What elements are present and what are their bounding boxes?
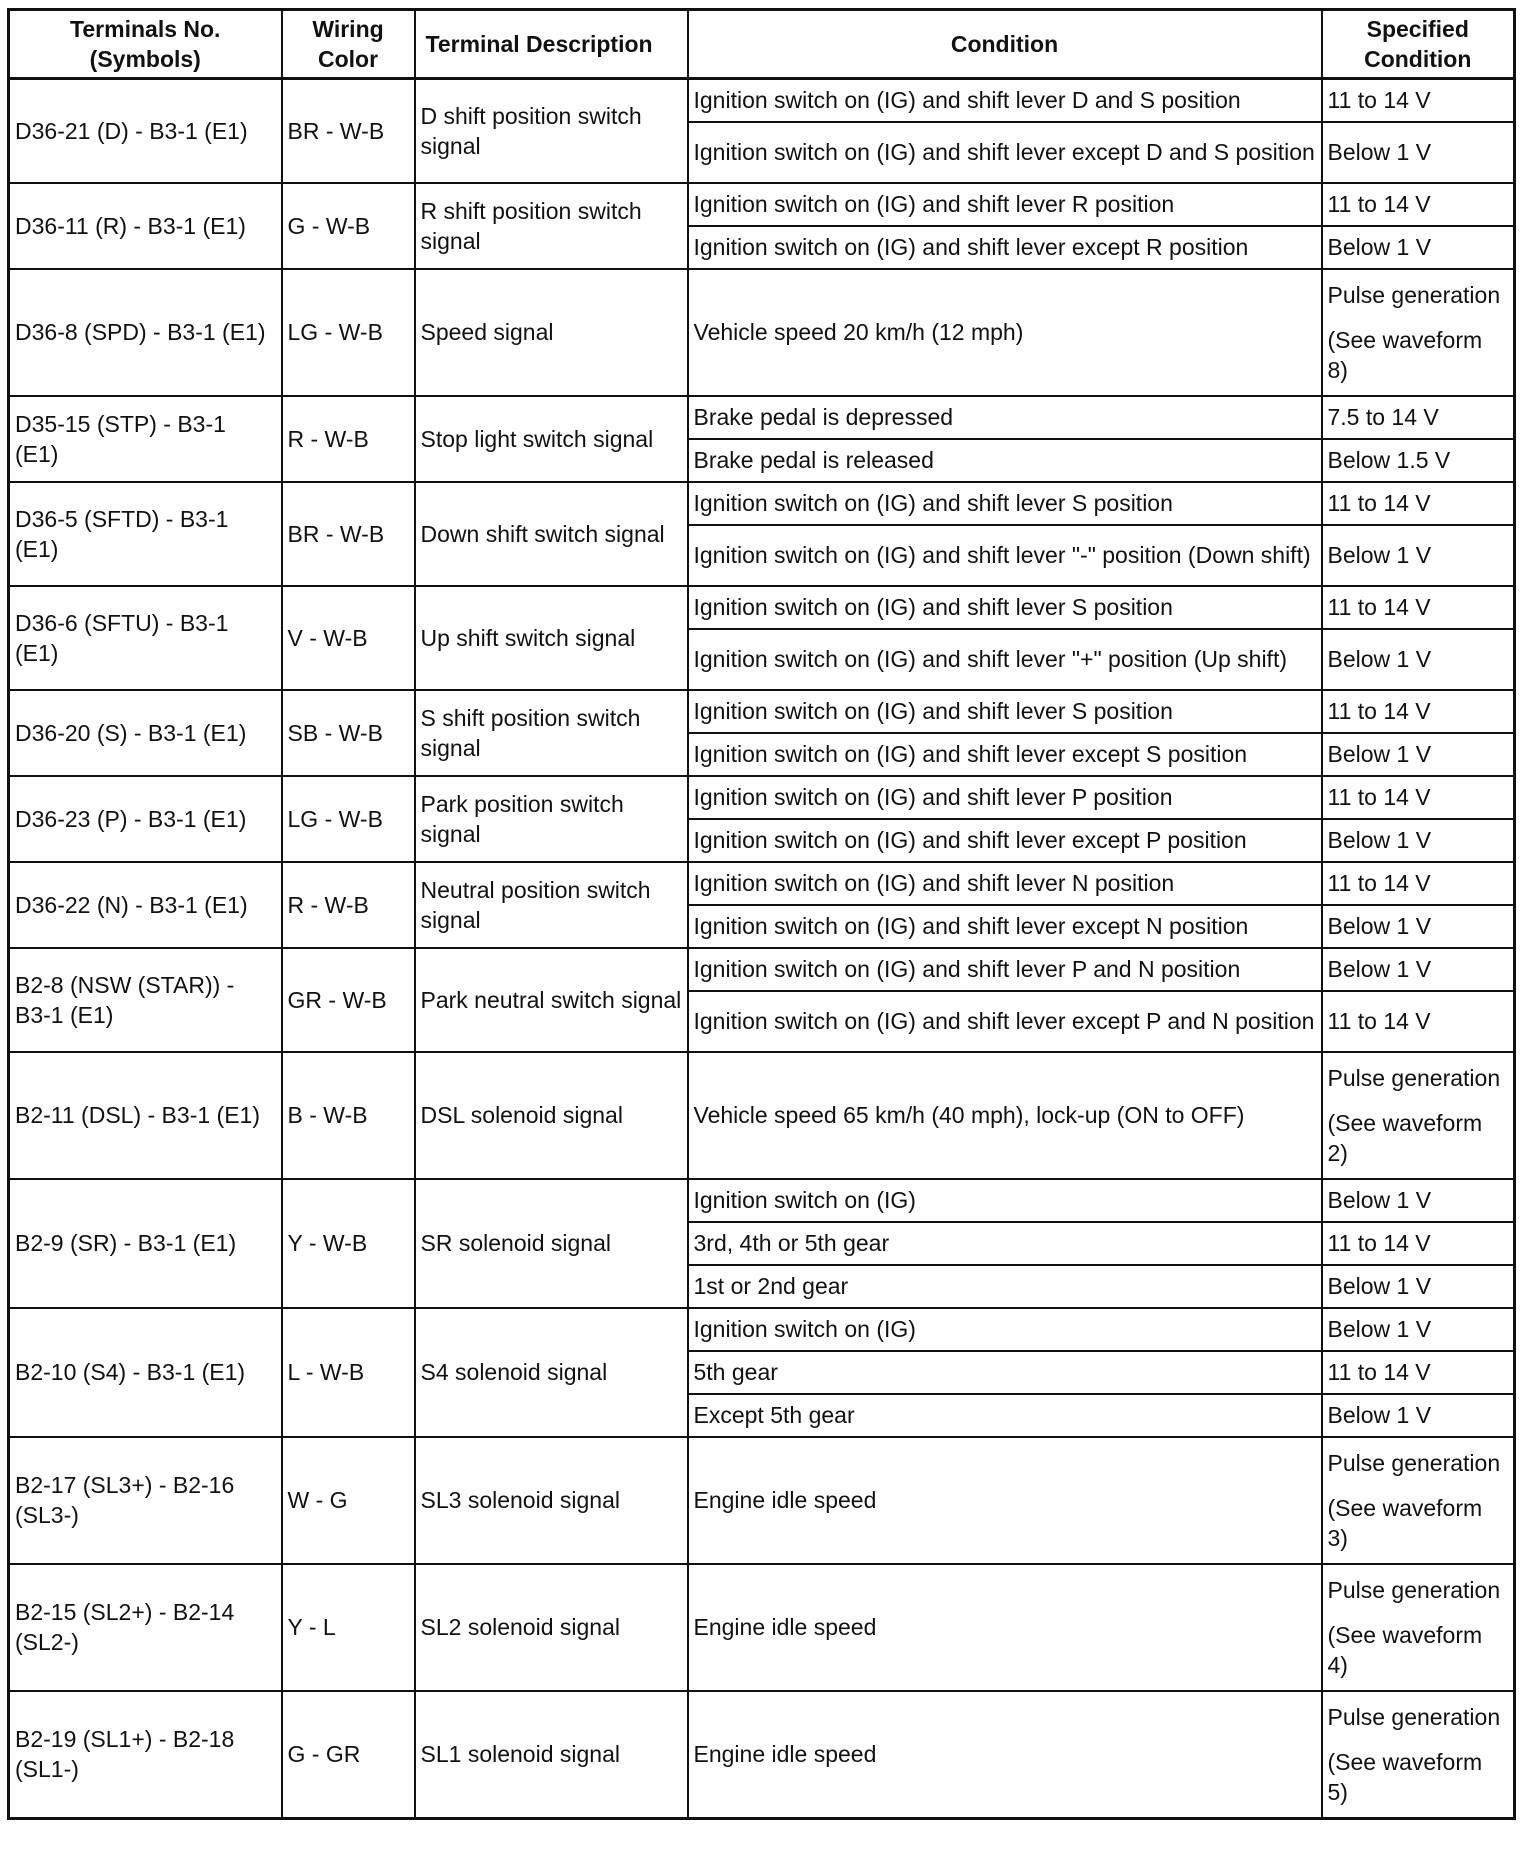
table-row xyxy=(9,1052,1515,1179)
specified-value: Pulse generation xyxy=(1327,281,1501,308)
specified-condition-cell xyxy=(1322,1691,1515,1819)
terminal-cell: D36-5 (SFTD) - B3-1 (E1) xyxy=(9,482,282,586)
condition-cell: Ignition switch on (IG) xyxy=(688,1308,1322,1351)
condition-cell: Ignition switch on (IG) and shift lever P and N position xyxy=(688,948,1322,991)
condition-cell: Ignition switch on (IG) and shift lever S position xyxy=(688,482,1322,525)
specified-condition-cell: Below 1 V xyxy=(1322,122,1515,183)
table-row xyxy=(9,862,1515,905)
wiring-color-cell: B - W-B xyxy=(282,1052,415,1179)
specified-condition-cell xyxy=(1322,1564,1515,1691)
terminal-description-cell: D shift position switch signal xyxy=(415,79,688,184)
header-specified-condition: Specified Condition xyxy=(1322,10,1515,79)
wiring-color-cell: R - W-B xyxy=(282,396,415,482)
terminal-cell: D36-23 (P) - B3-1 (E1) xyxy=(9,776,282,862)
specified-value: Pulse generation xyxy=(1327,1576,1501,1603)
specified-condition-cell xyxy=(1322,269,1515,396)
specified-condition-cell: 11 to 14 V xyxy=(1322,991,1515,1052)
condition-cell: Ignition switch on (IG) and shift lever P position xyxy=(688,776,1322,819)
specified-condition-cell: 11 to 14 V xyxy=(1322,586,1515,629)
header-wiring-color: Wiring Color xyxy=(282,10,415,79)
specified-condition-cell: 11 to 14 V xyxy=(1322,1351,1515,1394)
specified-condition-cell: 11 to 14 V xyxy=(1322,482,1515,525)
wiring-color-cell: R - W-B xyxy=(282,862,415,948)
table-row xyxy=(9,79,1515,123)
waveform-reference: (See waveform 2) xyxy=(1327,1109,1483,1166)
specified-condition-cell: Below 1 V xyxy=(1322,948,1515,991)
specified-condition-cell: Below 1 V xyxy=(1322,1265,1515,1308)
table-row xyxy=(9,396,1515,439)
wiring-color-cell: Y - L xyxy=(282,1564,415,1691)
table-row xyxy=(9,690,1515,733)
condition-cell: Engine idle speed xyxy=(688,1564,1322,1691)
condition-cell: Vehicle speed 65 km/h (40 mph), lock-up (ON to OFF) xyxy=(688,1052,1322,1179)
specified-condition-cell: 11 to 14 V xyxy=(1322,183,1515,226)
specified-condition-cell xyxy=(1322,1052,1515,1179)
terminal-cell: D36-6 (SFTU) - B3-1 (E1) xyxy=(9,586,282,690)
condition-cell: Except 5th gear xyxy=(688,1394,1322,1437)
wiring-color-cell: BR - W-B xyxy=(282,79,415,184)
table-body xyxy=(9,79,1515,1819)
terminal-cell: B2-15 (SL2+) - B2-14 (SL2-) xyxy=(9,1564,282,1691)
specified-value: Pulse generation xyxy=(1327,1449,1501,1476)
terminal-cell: D36-11 (R) - B3-1 (E1) xyxy=(9,183,282,269)
condition-cell: Engine idle speed xyxy=(688,1437,1322,1564)
table-header xyxy=(9,10,1515,79)
terminal-description-cell: DSL solenoid signal xyxy=(415,1052,688,1179)
condition-cell: Ignition switch on (IG) and shift lever N position xyxy=(688,862,1322,905)
specified-condition-cell: 11 to 14 V xyxy=(1322,79,1515,123)
specified-condition-cell: Below 1 V xyxy=(1322,629,1515,690)
terminal-description-cell: R shift position switch signal xyxy=(415,183,688,269)
wiring-color-cell: G - W-B xyxy=(282,183,415,269)
wiring-color-cell: GR - W-B xyxy=(282,948,415,1052)
header-row xyxy=(9,10,1515,79)
specified-condition-cell: 11 to 14 V xyxy=(1322,776,1515,819)
table-row xyxy=(9,482,1515,525)
condition-cell: Ignition switch on (IG) and shift lever R position xyxy=(688,183,1322,226)
table-row xyxy=(9,269,1515,396)
condition-cell: Ignition switch on (IG) and shift lever "+" position (Up shift) xyxy=(688,629,1322,690)
specified-condition-cell: 11 to 14 V xyxy=(1322,690,1515,733)
condition-cell: Ignition switch on (IG) and shift lever except N position xyxy=(688,905,1322,948)
condition-cell: Ignition switch on (IG) and shift lever "-" position (Down shift) xyxy=(688,525,1322,586)
terminal-description-cell: S4 solenoid signal xyxy=(415,1308,688,1437)
wiring-color-cell: Y - W-B xyxy=(282,1179,415,1308)
wiring-color-cell: G - GR xyxy=(282,1691,415,1819)
condition-cell: Brake pedal is depressed xyxy=(688,396,1322,439)
terminal-description-cell: Park neutral switch signal xyxy=(415,948,688,1052)
waveform-reference: (See waveform 3) xyxy=(1327,1494,1483,1551)
table-row xyxy=(9,1308,1515,1351)
specified-condition-cell: Below 1 V xyxy=(1322,1179,1515,1222)
terminal-cell: D36-21 (D) - B3-1 (E1) xyxy=(9,79,282,184)
specified-condition-cell: 11 to 14 V xyxy=(1322,1222,1515,1265)
terminal-description-cell: SL2 solenoid signal xyxy=(415,1564,688,1691)
condition-cell: Engine idle speed xyxy=(688,1691,1322,1819)
specified-condition-cell: Below 1 V xyxy=(1322,733,1515,776)
specified-condition-cell: Below 1 V xyxy=(1322,226,1515,269)
specified-value: Pulse generation xyxy=(1327,1064,1501,1091)
specified-condition-cell: Below 1.5 V xyxy=(1322,439,1515,482)
specified-condition-cell: Below 1 V xyxy=(1322,819,1515,862)
header-terminal: Terminals No. (Symbols) xyxy=(9,10,282,79)
condition-cell: Ignition switch on (IG) and shift lever except S position xyxy=(688,733,1322,776)
specified-condition-cell: Below 1 V xyxy=(1322,905,1515,948)
terminal-description-cell: SL1 solenoid signal xyxy=(415,1691,688,1819)
specified-value: Pulse generation xyxy=(1327,1703,1501,1730)
terminal-cell: B2-11 (DSL) - B3-1 (E1) xyxy=(9,1052,282,1179)
terminal-description-cell: Speed signal xyxy=(415,269,688,396)
terminal-cell: B2-19 (SL1+) - B2-18 (SL1-) xyxy=(9,1691,282,1819)
header-terminal-description: Terminal Description xyxy=(415,10,688,79)
specified-condition-cell: Below 1 V xyxy=(1322,1308,1515,1351)
table-row xyxy=(9,1437,1515,1564)
terminal-cell: B2-17 (SL3+) - B2-16 (SL3-) xyxy=(9,1437,282,1564)
condition-cell: Ignition switch on (IG) and shift lever D and S position xyxy=(688,79,1322,123)
terminal-cell: B2-9 (SR) - B3-1 (E1) xyxy=(9,1179,282,1308)
terminal-description-cell: Up shift switch signal xyxy=(415,586,688,690)
condition-cell: 3rd, 4th or 5th gear xyxy=(688,1222,1322,1265)
wiring-color-cell: SB - W-B xyxy=(282,690,415,776)
terminal-cell: D35-15 (STP) - B3-1 (E1) xyxy=(9,396,282,482)
terminal-cell: B2-10 (S4) - B3-1 (E1) xyxy=(9,1308,282,1437)
specified-condition-cell: 7.5 to 14 V xyxy=(1322,396,1515,439)
terminal-description-cell: S shift position switch signal xyxy=(415,690,688,776)
specified-condition-cell: Below 1 V xyxy=(1322,525,1515,586)
terminal-spec-table xyxy=(7,8,1516,1820)
condition-cell: Ignition switch on (IG) xyxy=(688,1179,1322,1222)
terminal-description-cell: Neutral position switch signal xyxy=(415,862,688,948)
condition-cell: Ignition switch on (IG) and shift lever except P position xyxy=(688,819,1322,862)
table-row xyxy=(9,1564,1515,1691)
header-condition: Condition xyxy=(688,10,1322,79)
wiring-color-cell: V - W-B xyxy=(282,586,415,690)
terminal-description-cell: SL3 solenoid signal xyxy=(415,1437,688,1564)
terminal-cell: B2-8 (NSW (STAR)) - B3-1 (E1) xyxy=(9,948,282,1052)
waveform-reference: (See waveform 5) xyxy=(1327,1748,1483,1805)
condition-cell: Ignition switch on (IG) and shift lever except P and N position xyxy=(688,991,1322,1052)
table-row xyxy=(9,948,1515,991)
condition-cell: 1st or 2nd gear xyxy=(688,1265,1322,1308)
terminal-description-cell: Stop light switch signal xyxy=(415,396,688,482)
terminal-cell: D36-22 (N) - B3-1 (E1) xyxy=(9,862,282,948)
waveform-reference: (See waveform 4) xyxy=(1327,1621,1483,1678)
terminal-description-cell: SR solenoid signal xyxy=(415,1179,688,1308)
terminal-description-cell: Down shift switch signal xyxy=(415,482,688,586)
wiring-color-cell: BR - W-B xyxy=(282,482,415,586)
specified-condition-cell: 11 to 14 V xyxy=(1322,862,1515,905)
terminal-description-cell: Park position switch signal xyxy=(415,776,688,862)
terminal-cell: D36-8 (SPD) - B3-1 (E1) xyxy=(9,269,282,396)
table-row xyxy=(9,1691,1515,1819)
condition-cell: Ignition switch on (IG) and shift lever S position xyxy=(688,586,1322,629)
wiring-color-cell: L - W-B xyxy=(282,1308,415,1437)
terminal-cell: D36-20 (S) - B3-1 (E1) xyxy=(9,690,282,776)
specified-condition-cell: Below 1 V xyxy=(1322,1394,1515,1437)
condition-cell: Brake pedal is released xyxy=(688,439,1322,482)
condition-cell: Ignition switch on (IG) and shift lever except D and S position xyxy=(688,122,1322,183)
specified-condition-cell xyxy=(1322,1437,1515,1564)
condition-cell: Vehicle speed 20 km/h (12 mph) xyxy=(688,269,1322,396)
terminal-spec-sheet xyxy=(7,8,1513,1820)
table-row xyxy=(9,1179,1515,1222)
condition-cell: Ignition switch on (IG) and shift lever except R position xyxy=(688,226,1322,269)
waveform-reference: (See waveform 8) xyxy=(1327,326,1483,383)
table-row xyxy=(9,183,1515,226)
wiring-color-cell: LG - W-B xyxy=(282,269,415,396)
table-row xyxy=(9,586,1515,629)
condition-cell: Ignition switch on (IG) and shift lever S position xyxy=(688,690,1322,733)
table-row xyxy=(9,776,1515,819)
wiring-color-cell: LG - W-B xyxy=(282,776,415,862)
condition-cell: 5th gear xyxy=(688,1351,1322,1394)
wiring-color-cell: W - G xyxy=(282,1437,415,1564)
